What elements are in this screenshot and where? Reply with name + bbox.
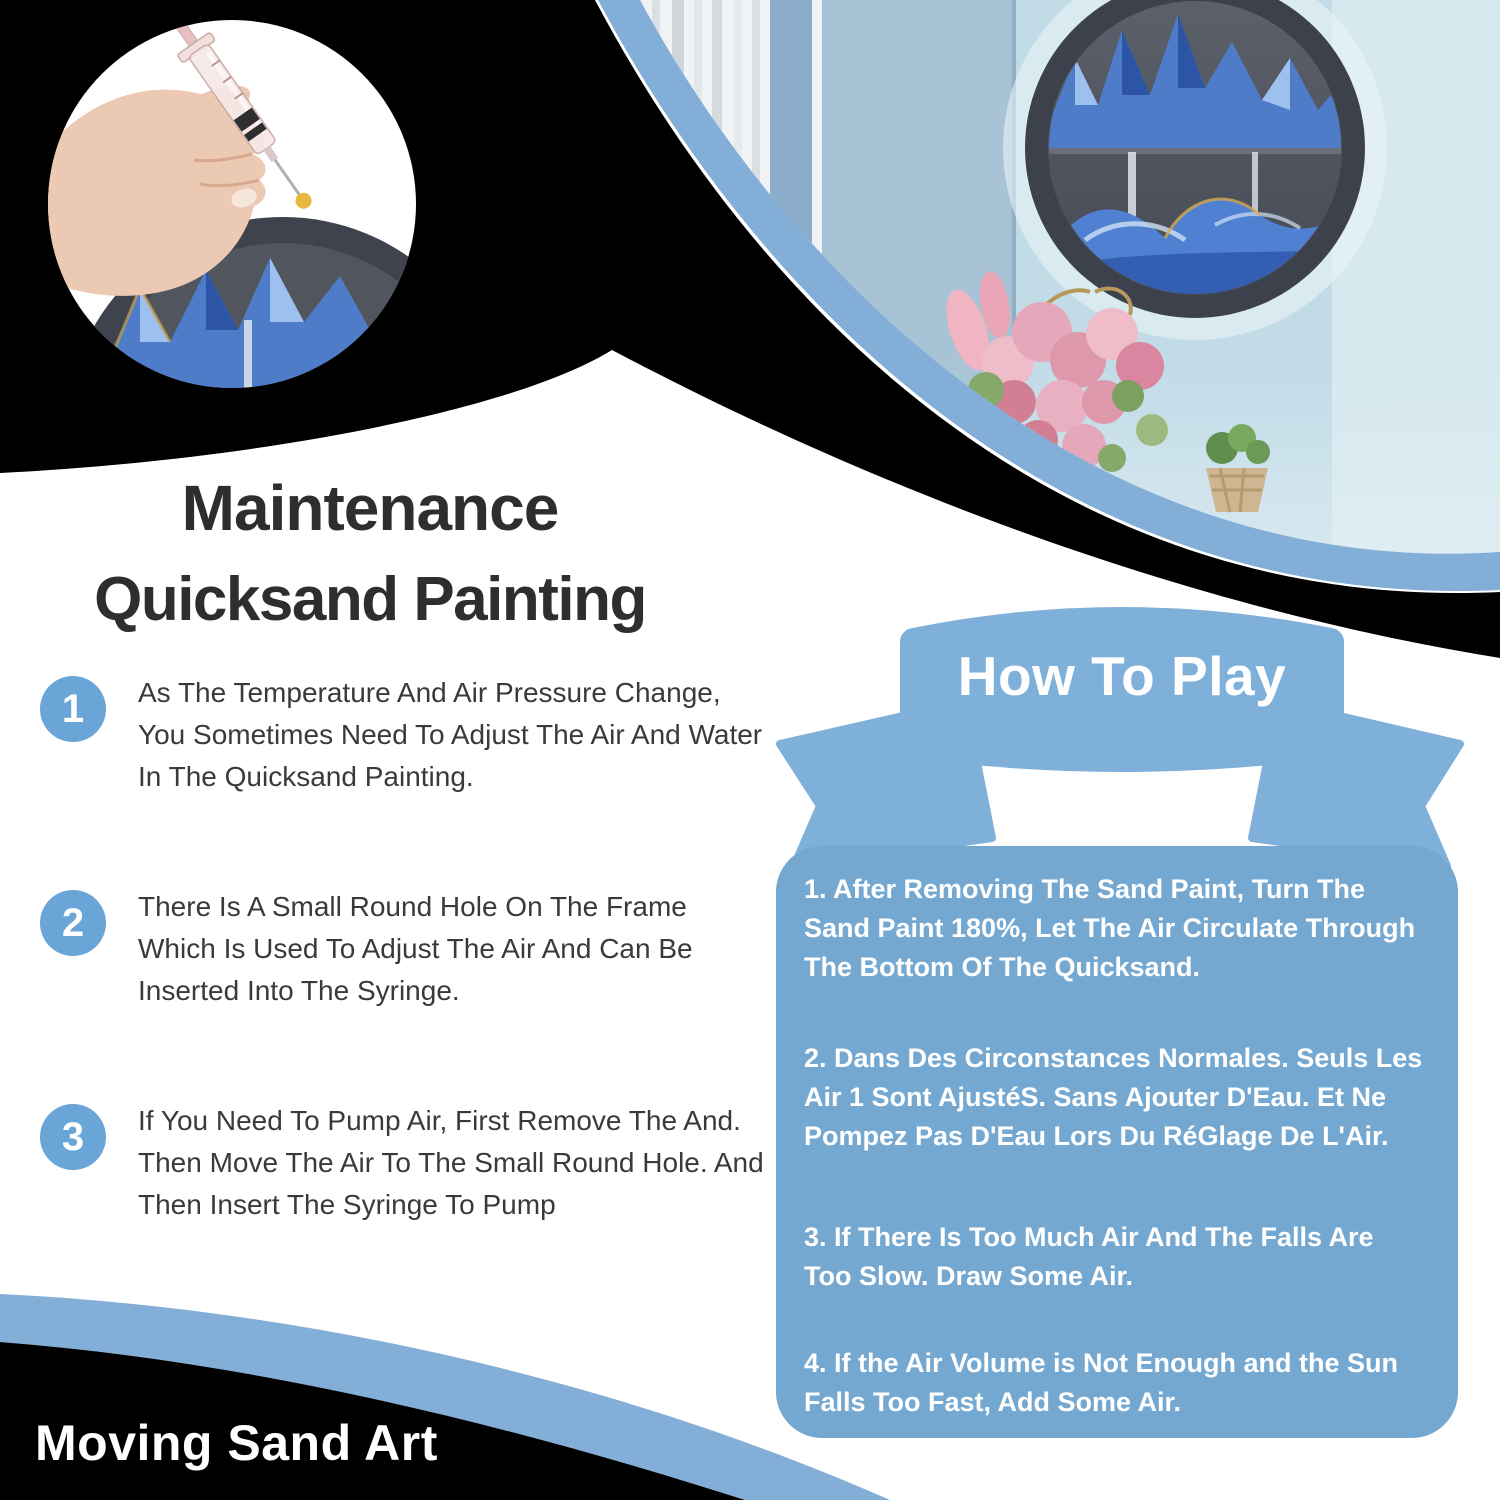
how-to-play-ribbon — [750, 580, 1500, 890]
how-to-play-item-2: 2. Dans Des Circonstances Normales. Seuls Les Air 1 Sont AjustéS. Sans Ajouter D'Eau. Et Ne Pompez Pas D'Eau Lors Du RéGlage De L'Air. — [804, 1043, 1423, 1151]
how-to-play-item-3: 3. If There Is Too Much Air And The Falls Are Too Slow. Draw Some Air. — [804, 1222, 1374, 1291]
title-line-2: Quicksand Painting — [94, 565, 646, 634]
step-2-text: There Is A Small Round Hole On The Frame Which Is Used To Adjust The Air And Can Be Inserted Into The Syringe. — [138, 891, 693, 1006]
step-1-text: As The Temperature And Air Pressure Change, You Sometimes Need To Adjust The Air And Water In The Quicksand Painting. — [138, 677, 763, 792]
maintenance-step-2 — [40, 886, 770, 1012]
title-line-1: Maintenance — [181, 472, 559, 544]
step-1-badge: 1 — [40, 676, 106, 742]
how-to-play-item-1: 1. After Removing The Sand Paint, Turn The Sand Paint 180%, Let The Air Circulate Through The Bottom Of The Quicksand. — [804, 874, 1416, 982]
maintenance-photo-circle — [48, 20, 416, 388]
page-title — [50, 462, 690, 646]
how-to-play-item-4: 4. If the Air Volume is Not Enough and the Sun Falls Too Fast, Add Some Air. — [804, 1348, 1399, 1417]
how-to-play-title: How To Play — [957, 645, 1287, 707]
step-2-badge: 2 — [40, 890, 106, 956]
step-3-badge: 3 — [40, 1104, 106, 1170]
maintenance-step-1 — [40, 672, 770, 798]
maintenance-step-3 — [40, 1100, 770, 1226]
brand-name: Moving Sand Art — [35, 1415, 438, 1471]
step-3-text: If You Need To Pump Air, First Remove The And. Then Move The Air To The Small Round Hole. And Then Insert The Syringe To Pump — [138, 1105, 764, 1220]
